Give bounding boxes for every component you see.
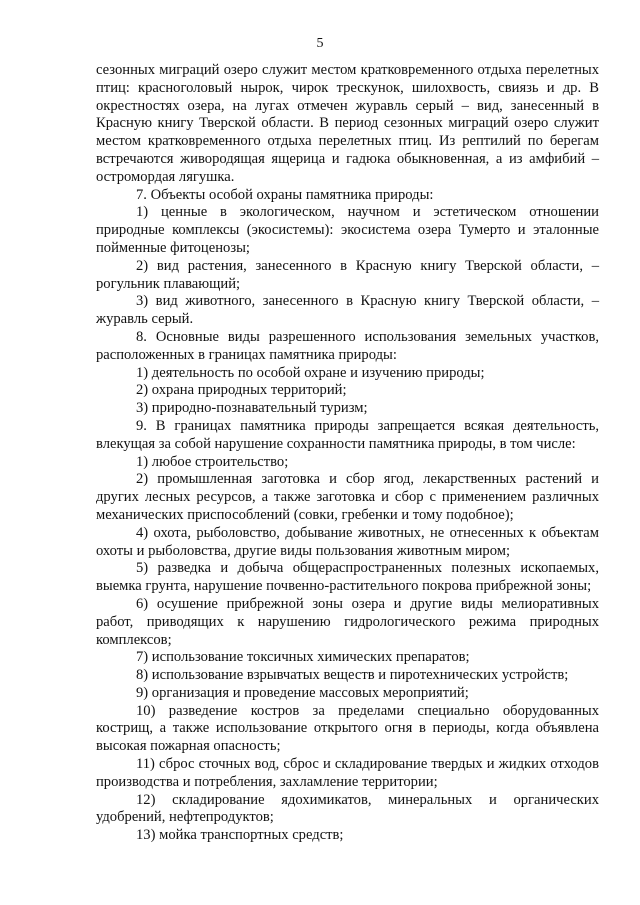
paragraph: 1) ценные в экологическом, научном и эстетическом отношении природные комплексы (экосистемы): экосистема озера Тумерто и эталонные пойменные фитоценозы;: [96, 204, 599, 256]
paragraph: 1) деятельность по особой охране и изучению природы;: [136, 364, 485, 381]
paragraph: 6) осушение прибрежной зоны озера и другие виды мелиоративных работ, приводящих к нарушению гидрологического режима природных комплексов;: [96, 595, 599, 648]
paragraph: 5) разведка и добыча общераспространенных полезных ископаемых, выемка грунта, нарушение почвенно-растительного покрова прибрежной зоны;: [96, 560, 599, 595]
document-body: [96, 62, 599, 845]
paragraph: сезонных миграций озеро служит местом кратковременного отдыха перелетных птиц: красноголовый нырок, чирок трескунок, шилохвость, свиязь и др. В окрестностях озера, на лугах отмечен журавль серый – вид, занесенный в Красную книгу Тверской области. В период сезонных миграций озеро служит местом кратковременного отдыха перелетных птиц. Из рептилий по берегам встречаются живородящая ящерица и гадюка обыкновенная, а из амфибий – остромордая лягушка.: [96, 62, 599, 185]
paragraph: 2) охрана природных территорий;: [136, 382, 347, 399]
paragraph: 8) использование взрывчатых веществ и пиротехнических устройств;: [136, 667, 569, 684]
paragraph: 9. В границах памятника природы запрещается всякая деятельность, влекущая за собой нарушение сохранности памятника природы, в том числе:: [96, 417, 599, 452]
paragraph: 7) использование токсичных химических препаратов;: [136, 649, 470, 666]
paragraph: 11) сброс сточных вод, сброс и складирование твердых и жидких отходов производства и потребления, захламление территории;: [96, 756, 599, 790]
paragraph: 8. Основные виды разрешенного использования земельных участков, расположенных в границах памятника природы:: [96, 328, 599, 363]
paragraph: 1) любое строительство;: [136, 453, 289, 470]
paragraph: 10) разведение костров за пределами специально оборудованных кострищ, а также использование открытого огня в периоды, когда объявлена высокая пожарная опасность;: [96, 702, 599, 755]
paragraph: 3) вид животного, занесенного в Красную книгу Тверской области, – журавль серый.: [96, 293, 599, 328]
page-number: 5: [316, 36, 324, 51]
paragraph: 9) организация и проведение массовых мероприятий;: [136, 684, 469, 701]
paragraph: 2) промышленная заготовка и сбор ягод, лекарственных растений и других лесных ресурсов, а также заготовка и сбор с применением различных механических приспособлений (совки, гребенки и тому подобное);: [96, 471, 599, 523]
paragraph: 3) природно-познавательный туризм;: [136, 400, 368, 417]
paragraph: 7. Объекты особой охраны памятника природы:: [136, 186, 434, 203]
paragraph: 2) вид растения, занесенного в Красную книгу Тверской области, – рогульник плавающий;: [96, 257, 599, 292]
paragraph: 4) охота, рыболовство, добывание животных, не отнесенных к объектам охоты и рыболовства, другие виды пользования животным миром;: [96, 524, 599, 559]
paragraph: 12) складирование ядохимикатов, минеральных и органических удобрений, нефтепродуктов;: [96, 791, 599, 826]
paragraph: 13) мойка транспортных средств;: [136, 827, 344, 844]
